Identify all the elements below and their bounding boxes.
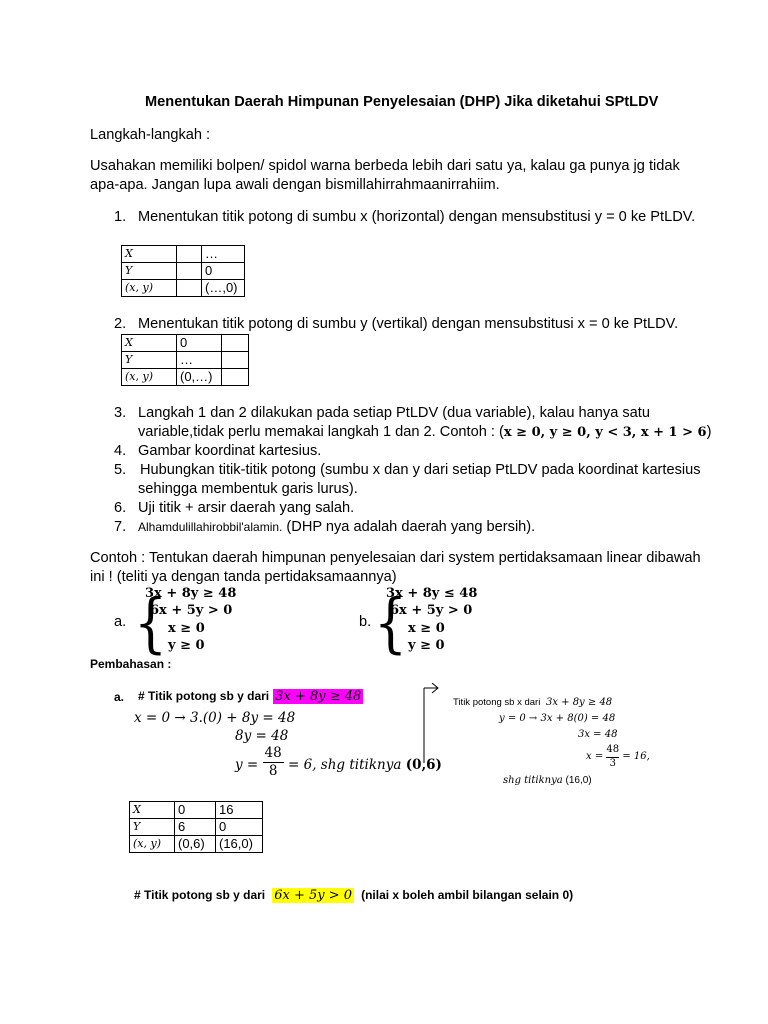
table-row <box>130 802 263 819</box>
step-3-close: ) <box>706 424 712 440</box>
table-cell: 0 <box>202 263 245 280</box>
table-cell-label: (x, y) <box>130 836 175 853</box>
step-3-math: x ≥ 0, y ≥ 0, y < 3, x + 1 > 6 <box>503 425 707 440</box>
system-b-eq-1: 3x + 8y ≤ 48 <box>386 586 478 601</box>
step-3-number: 3. <box>114 405 127 421</box>
step-7-text: (DHP nya adalah daerah yang bersih). <box>282 519 536 535</box>
step-5-number: 5. <box>114 462 127 478</box>
side-note-line-3-prefix: x = <box>586 751 604 762</box>
part-a-frac-num: 48 <box>264 745 282 761</box>
second-heading-text: # Titik potong sb y dari <box>134 888 266 902</box>
side-note-line-3-suffix: = 16, <box>622 751 650 762</box>
table-cell-label: Y <box>122 352 177 369</box>
part-a-fraction <box>263 745 284 780</box>
table-row <box>122 246 245 263</box>
table-row <box>122 369 249 386</box>
table-intercepts-a <box>129 801 263 853</box>
system-b-brace: { <box>374 586 408 661</box>
table-cell-label: Y <box>130 819 175 836</box>
table-cell: (0,…) <box>177 369 222 386</box>
table-cell <box>177 263 202 280</box>
system-b-eq-3: x ≥ 0 <box>408 621 445 636</box>
side-note-heading-math: 3x + 8y ≥ 48 <box>545 697 613 708</box>
step-6-number: 6. <box>114 500 127 516</box>
table-cell-label: (x, y) <box>122 369 177 386</box>
table-cell: 0 <box>177 335 222 352</box>
system-a-eq-4: y ≥ 0 <box>168 638 205 653</box>
step-2-text: Menentukan titik potong di sumbu y (vertikal) dengan mensubstitusi x = 0 ke PtLDV. <box>138 316 679 332</box>
side-note-fraction <box>606 744 619 770</box>
system-b-eq-2: 6x + 5y > 0 <box>390 603 473 618</box>
step-1-number: 1. <box>114 209 127 225</box>
table-cell: (0,6) <box>175 836 216 853</box>
table-row <box>122 280 245 297</box>
table-x-intercept <box>121 245 245 297</box>
side-note-line-3 <box>586 744 650 770</box>
system-a-eq-3: x ≥ 0 <box>168 621 205 636</box>
part-a-heading-text: # Titik potong sb y dari <box>138 689 270 703</box>
side-note-heading <box>453 697 612 710</box>
table-cell <box>222 369 249 386</box>
table-row <box>130 836 263 853</box>
table-cell: 6 <box>175 819 216 836</box>
pembahasan-heading: Pembahasan : <box>90 657 172 671</box>
step-7-number: 7. <box>114 519 127 535</box>
example-line-1: Contoh : Tentukan daerah himpunan penyelesaian dari system pertidaksamaan linear dibawah <box>90 550 701 566</box>
step-4-number: 4. <box>114 443 127 459</box>
table-cell: (16,0) <box>216 836 263 853</box>
side-note-line-2: 3x = 48 <box>578 729 618 740</box>
part-a-line-3-suffix: = 6, shg titiknya <box>288 757 402 773</box>
table-cell <box>177 280 202 297</box>
side-note-line-1: y = 0 → 3x + 8(0) = 48 <box>499 713 616 724</box>
part-a-frac-den: 8 <box>268 762 278 779</box>
system-b-eq-4: y ≥ 0 <box>408 638 445 653</box>
part-a-line-3-point: (0,6) <box>405 757 442 773</box>
part-a-line-3-prefix: y = <box>235 757 259 773</box>
table-cell: … <box>202 246 245 263</box>
table-cell: 16 <box>216 802 263 819</box>
step-5-line-1: Hubungkan titik-titik potong (sumbu x dan y dari setiap PtLDV pada koordinat kartesius <box>140 462 701 478</box>
intro-line-1: Usahakan memiliki bolpen/ spidol warna berbeda lebih dari satu ya, kalau ga punya jg tidak <box>90 158 680 174</box>
table-row <box>122 335 249 352</box>
system-b-label: b. <box>359 614 372 630</box>
step-3-line-2 <box>138 423 711 441</box>
table-cell <box>222 335 249 352</box>
part-a-heading-math: 3x + 8y ≥ 48 <box>275 689 362 704</box>
part-a-label: a. <box>114 690 125 704</box>
system-a-eq-2: 6x + 5y > 0 <box>150 603 233 618</box>
part-a-line-2: 8y = 48 <box>235 728 289 744</box>
side-note-line-4-point: (16,0) <box>565 775 592 786</box>
step-1-text: Menentukan titik potong di sumbu x (horizontal) dengan mensubstitusi y = 0 ke PtLDV. <box>138 209 696 225</box>
step-4-text: Gambar koordinat kartesius. <box>138 443 322 459</box>
system-a-eq-1: 3x + 8y ≥ 48 <box>145 586 237 601</box>
table-cell-label: X <box>122 335 177 352</box>
table-cell: 0 <box>216 819 263 836</box>
step-7-line <box>138 518 535 536</box>
second-heading-note: (nilai x boleh ambil bilangan selain 0) <box>361 888 574 902</box>
second-heading-math: 6x + 5y > 0 <box>274 888 353 903</box>
step-7-small: Alhamdulillahirobbil'alamin. <box>138 520 283 534</box>
table-cell-label: (x, y) <box>122 280 177 297</box>
side-note-line-4 <box>503 775 592 788</box>
part-a-heading <box>138 687 363 705</box>
step-2-number: 2. <box>114 316 127 332</box>
table-cell <box>177 246 202 263</box>
page-title: Menentukan Daerah Himpunan Penyelesaian (DHP) Jika diketahui SPtLDV <box>145 94 659 110</box>
table-cell-label: X <box>130 802 175 819</box>
part-a-line-3 <box>235 745 442 780</box>
table-y-intercept <box>121 334 249 386</box>
side-note-line-4-text: shg titiknya <box>503 775 563 786</box>
side-note-frac-den: 3 <box>609 757 616 769</box>
arrow-connector <box>418 683 448 763</box>
table-cell: 0 <box>175 802 216 819</box>
system-a-brace: { <box>134 586 168 661</box>
table-cell <box>222 352 249 369</box>
table-cell-label: X <box>122 246 177 263</box>
steps-heading: Langkah-langkah : <box>90 127 211 143</box>
table-cell: (…,0) <box>202 280 245 297</box>
step-3-line-1: Langkah 1 dan 2 dilakukan pada setiap PtLDV (dua variable), kalau hanya satu <box>138 405 650 421</box>
table-row <box>122 352 249 369</box>
step-5-line-2: sehingga membentuk garis lurus). <box>138 481 358 497</box>
table-cell-label: Y <box>122 263 177 280</box>
intro-line-2: apa-apa. Jangan lupa awali dengan bismillahirrahmaanirrahiim. <box>90 177 500 193</box>
system-a-label: a. <box>114 614 127 630</box>
table-row <box>130 819 263 836</box>
example-line-2: ini ! (teliti ya dengan tanda pertidaksamaannya) <box>90 569 397 585</box>
step-6-text: Uji titik + arsir daerah yang salah. <box>138 500 355 516</box>
part-a-line-1: x = 0 → 3.(0) + 8y = 48 <box>134 710 296 726</box>
second-heading <box>134 886 573 904</box>
side-note-frac-num: 48 <box>606 744 619 758</box>
step-3-line-2-text: variable,tidak perlu memakai langkah 1 dan 2. Contoh : ( <box>138 424 504 440</box>
table-cell: … <box>177 352 222 369</box>
side-note-heading-text: Titik potong sb x dari <box>453 697 541 708</box>
table-row <box>122 263 245 280</box>
